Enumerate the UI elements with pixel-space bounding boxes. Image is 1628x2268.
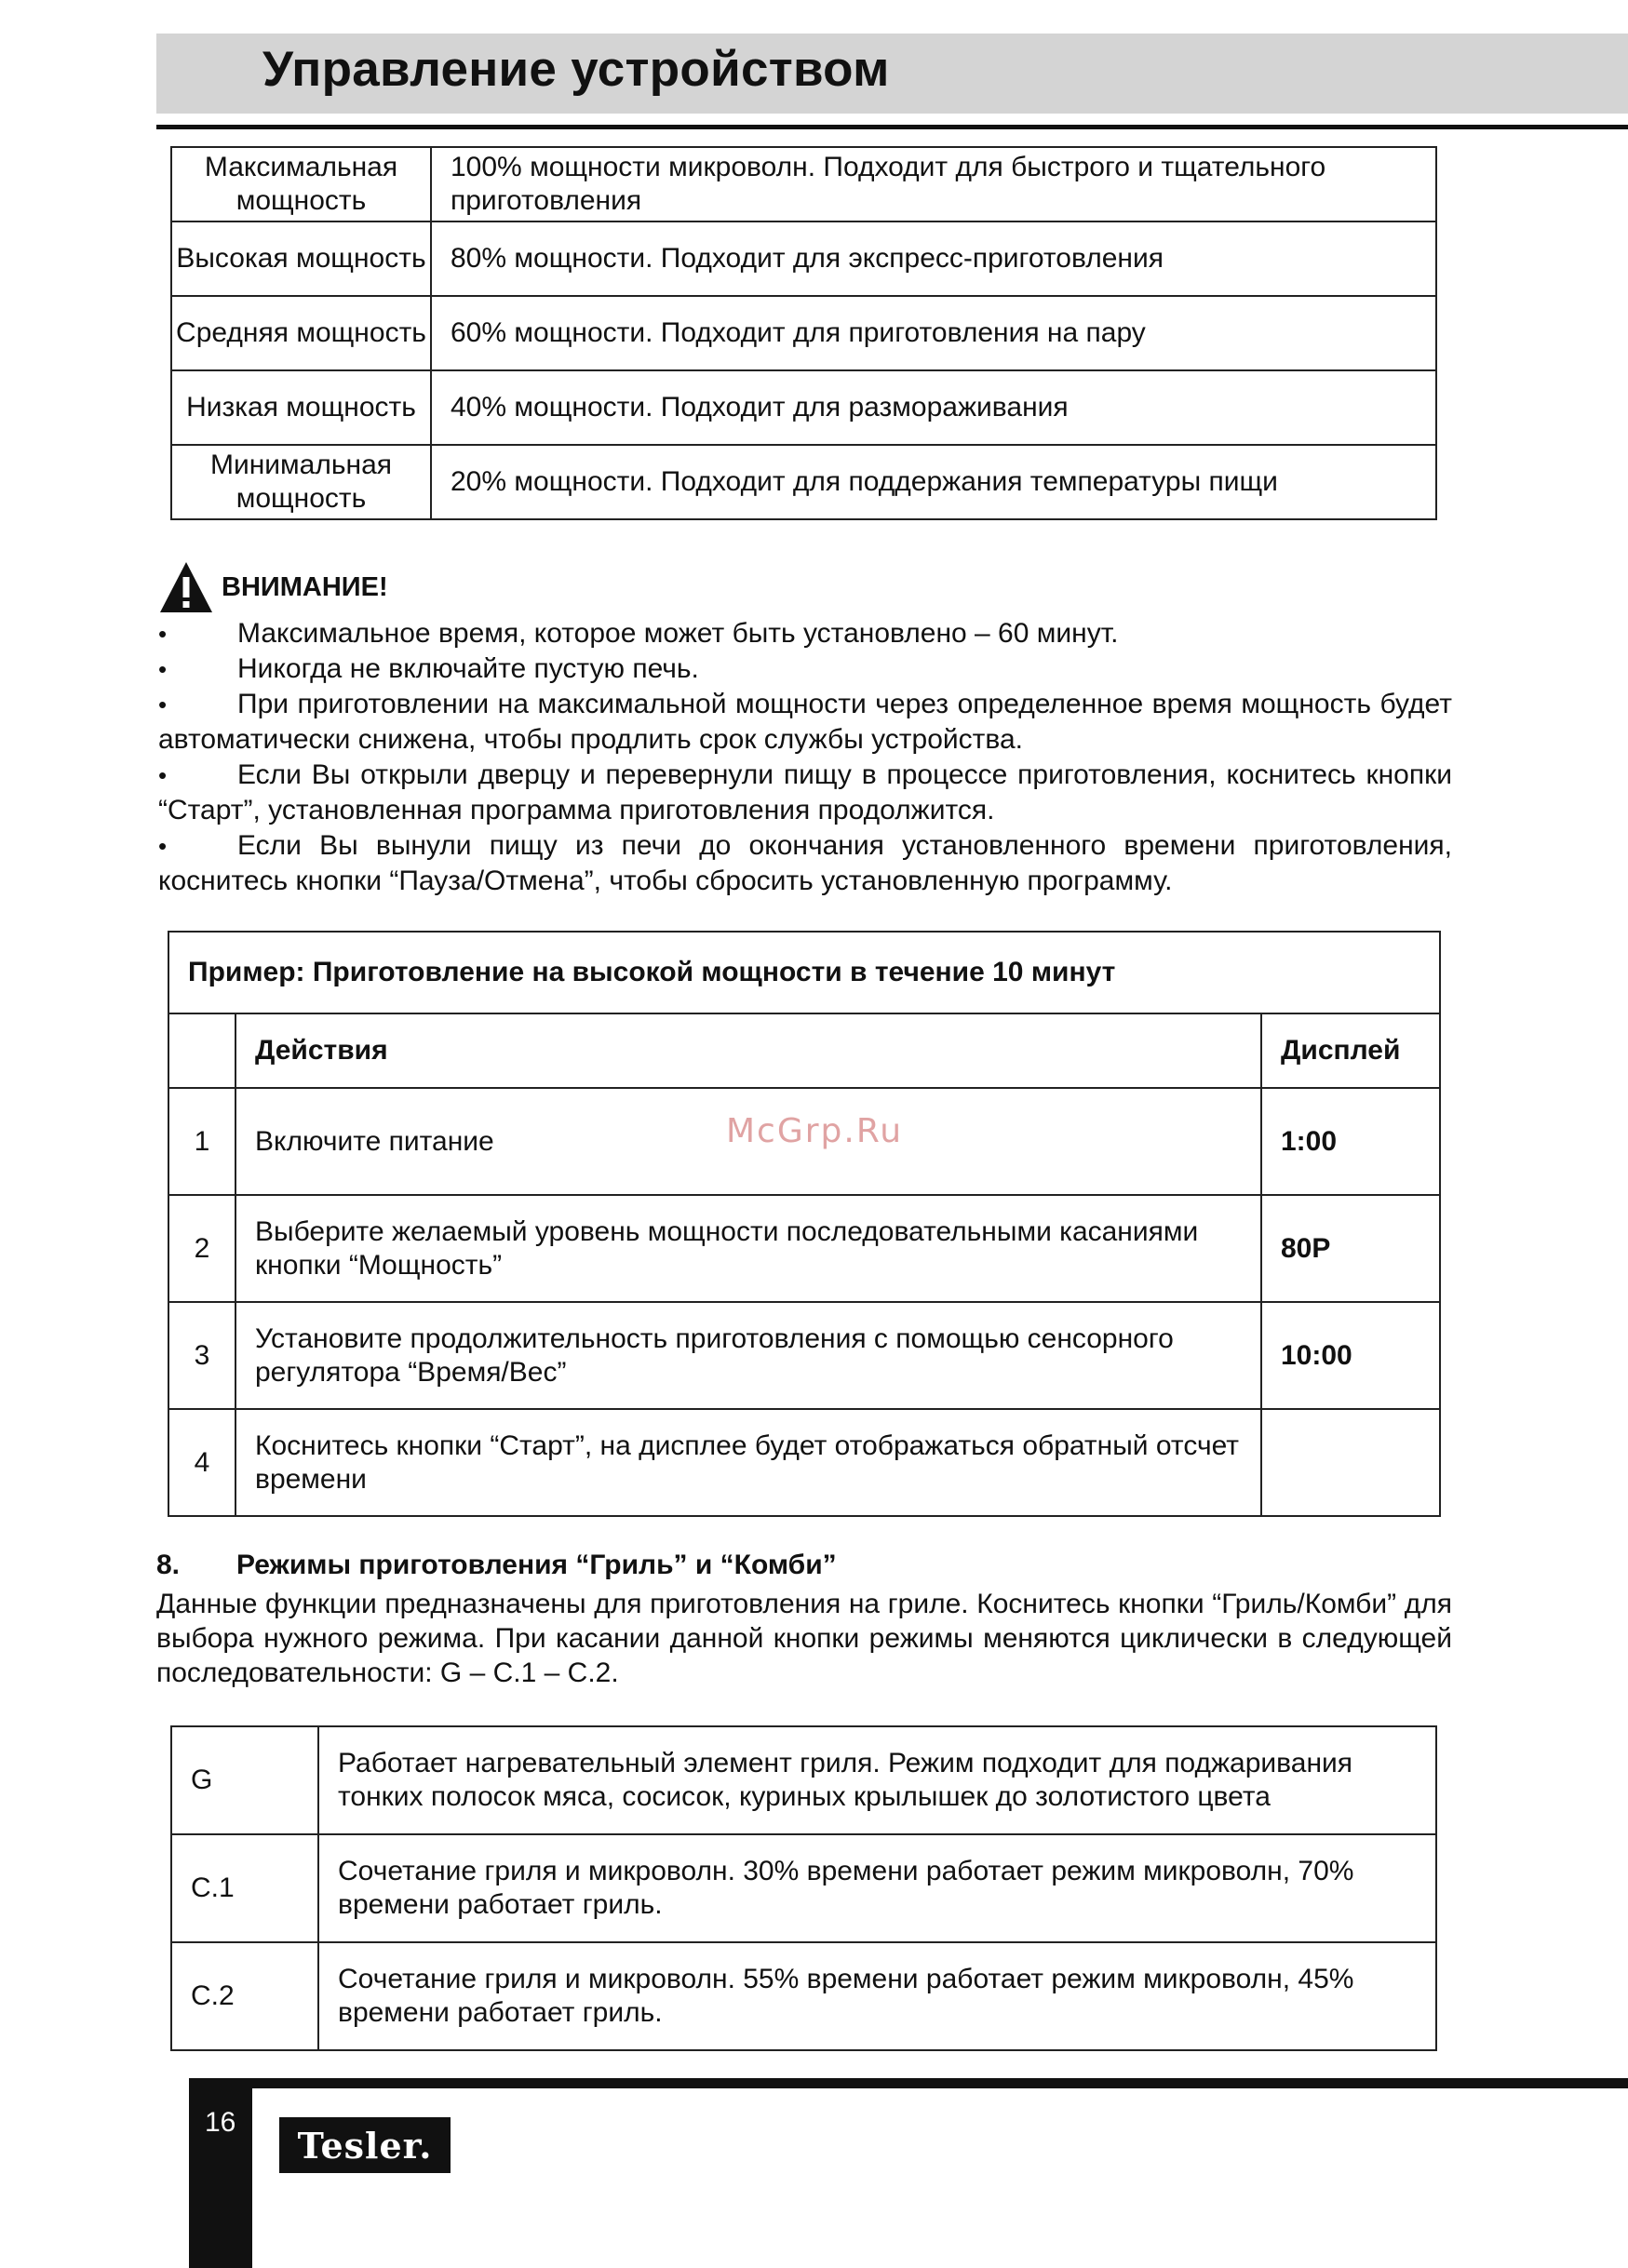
page-title: Управление устройством bbox=[262, 42, 890, 97]
step-display: 80P bbox=[1261, 1195, 1440, 1302]
list-item: • Никогда не включайте пустую печь. bbox=[158, 651, 1452, 687]
warning-list bbox=[158, 616, 1452, 899]
watermark: McGrp.Ru bbox=[726, 1112, 904, 1150]
grill-mode-code: G bbox=[171, 1726, 318, 1834]
table-row bbox=[171, 445, 1436, 519]
power-level-name: Средняя мощность bbox=[171, 296, 431, 370]
warning-block bbox=[158, 558, 1452, 899]
table-row bbox=[171, 221, 1436, 296]
step-number: 2 bbox=[168, 1195, 235, 1302]
step-action: Коснитесь кнопки “Старт”, на дисплее будет отображаться обратный отсчет времени bbox=[235, 1409, 1261, 1516]
list-item: • При приготовлении на максимальной мощности через определенное время мощность будет автоматически снижена, чтобы продлить срок службы устройства. bbox=[158, 687, 1452, 758]
section-paragraph: Данные функции предназначены для приготовления на гриле. Коснитесь кнопки “Гриль/Комби” для выбора нужного режима. При касании данной кнопки режимы меняются циклически в следующей последовательности: G – C.1 – C.2. bbox=[156, 1589, 1452, 1688]
section-number: 8. bbox=[156, 1550, 181, 1580]
power-levels-table bbox=[170, 146, 1437, 520]
grill-mode-description: Работает нагревательный элемент гриля. Режим подходит для поджаривания тонких полосок мяса, сосисок, куриных крылышек до золотистого цвета bbox=[318, 1726, 1436, 1834]
section-heading bbox=[156, 1550, 1452, 1587]
brand-logo: Tesler. bbox=[279, 2117, 451, 2173]
example-table bbox=[168, 931, 1441, 1517]
grill-mode-code: C.2 bbox=[171, 1942, 318, 2050]
column-header-number bbox=[168, 1013, 235, 1088]
table-row bbox=[171, 1726, 1436, 1834]
step-display bbox=[1261, 1409, 1440, 1516]
step-number: 4 bbox=[168, 1409, 235, 1516]
list-item: • Максимальное время, которое может быть установлено – 60 минут. bbox=[158, 616, 1452, 651]
power-level-description: 20% мощности. Подходит для поддержания температуры пищи bbox=[431, 445, 1436, 519]
table-row bbox=[168, 1409, 1440, 1516]
footer-rule bbox=[189, 2078, 1628, 2088]
grill-modes-table bbox=[170, 1725, 1437, 2051]
page-number: 16 bbox=[205, 2107, 236, 2138]
example-title-row bbox=[168, 932, 1440, 1013]
example-header-row bbox=[168, 1013, 1440, 1088]
warning-triangle-icon bbox=[158, 560, 214, 614]
table-row bbox=[168, 1302, 1440, 1409]
step-number: 1 bbox=[168, 1088, 235, 1195]
step-number: 3 bbox=[168, 1302, 235, 1409]
warning-header bbox=[158, 558, 1452, 616]
power-level-description: 100% мощности микроволн. Подходит для быстрого и тщательного приготовления bbox=[431, 147, 1436, 221]
section-title: Режимы приготовления “Гриль” и “Комби” bbox=[236, 1550, 837, 1580]
list-item: • Если Вы вынули пищу из печи до окончания установленного времени приготовления, коснитесь кнопки “Пауза/Отмена”, чтобы сбросить установленную программу. bbox=[158, 828, 1452, 899]
table-row bbox=[168, 1195, 1440, 1302]
table-row bbox=[171, 296, 1436, 370]
power-level-description: 60% мощности. Подходит для приготовления на пару bbox=[431, 296, 1436, 370]
grill-mode-code: C.1 bbox=[171, 1834, 318, 1942]
table-row bbox=[171, 370, 1436, 445]
step-action: Выберите желаемый уровень мощности последовательными касаниями кнопки “Мощность” bbox=[235, 1195, 1261, 1302]
grill-mode-description: Сочетание гриля и микроволн. 30% времени работает режим микроволн, 70% времени работает гриль. bbox=[318, 1834, 1436, 1942]
power-level-name: Высокая мощность bbox=[171, 221, 431, 296]
section-grill-combi bbox=[156, 1550, 1452, 1690]
power-level-name: Низкая мощность bbox=[171, 370, 431, 445]
step-display: 10:00 bbox=[1261, 1302, 1440, 1409]
step-display: 1:00 bbox=[1261, 1088, 1440, 1195]
grill-mode-description: Сочетание гриля и микроволн. 55% времени работает режим микроволн, 45% времени работает гриль. bbox=[318, 1942, 1436, 2050]
power-level-description: 80% мощности. Подходит для экспресс-приготовления bbox=[431, 221, 1436, 296]
power-level-description: 40% мощности. Подходит для размораживания bbox=[431, 370, 1436, 445]
power-level-name: Максимальная мощность bbox=[171, 147, 431, 221]
table-row bbox=[171, 1834, 1436, 1942]
power-level-name: Минимальная мощность bbox=[171, 445, 431, 519]
warning-title: ВНИМАНИЕ! bbox=[222, 571, 388, 602]
header-rule bbox=[156, 125, 1628, 129]
list-item: • Если Вы открыли дверцу и перевернули пищу в процессе приготовления, коснитесь кнопки “Старт”, установленная программа приготовления продолжится. bbox=[158, 758, 1452, 828]
table-row bbox=[171, 1942, 1436, 2050]
column-header-actions: Действия bbox=[235, 1013, 1261, 1088]
column-header-display: Дисплей bbox=[1261, 1013, 1440, 1088]
example-title: Пример: Приготовление на высокой мощности в течение 10 минут bbox=[168, 932, 1440, 1013]
table-row bbox=[171, 147, 1436, 221]
step-action: Включите питание bbox=[235, 1088, 1261, 1195]
step-action: Установите продолжительность приготовления с помощью сенсорного регулятора “Время/Вес” bbox=[235, 1302, 1261, 1409]
